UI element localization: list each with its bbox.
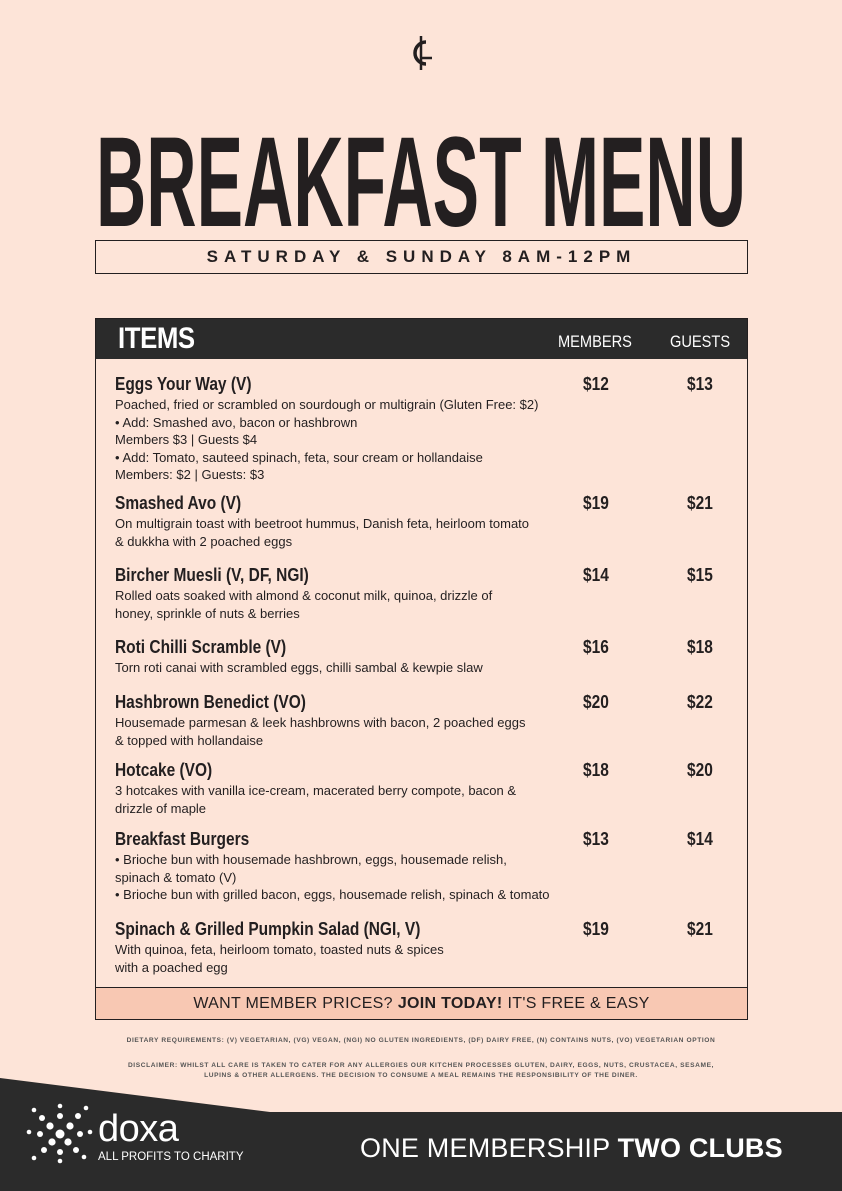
- opening-hours-box: [95, 240, 748, 274]
- dietary-requirements: DIETARY REQUIREMENTS: (V) VEGETARIAN, (VG) VEGAN, (NGI) NO GLUTEN INGREDIENTS, (DF) DAIRY FREE, (N) CONTAINS NUTS, (VO) VEGETARIAN OPTION: [126, 1037, 716, 1044]
- members-price: $14: [583, 565, 609, 585]
- join-banner-suffix: IT'S FREE & EASY: [507, 994, 650, 1012]
- item-description-line: Housemade parmesan & leek hashbrowns with bacon, 2 poached eggs: [115, 715, 526, 730]
- item-description: [115, 659, 735, 677]
- item-description-line: • Add: Smashed avo, bacon or hashbrown: [115, 414, 358, 430]
- items-heading: ITEMS: [118, 322, 195, 355]
- join-banner[interactable]: [96, 987, 747, 1019]
- menu-item-breakfast-burgers: [115, 828, 735, 904]
- item-name: Hashbrown Benedict (VO): [115, 692, 306, 712]
- item-description-line: Poached, fried or scrambled on sourdough or multigrain (Gluten Free: $2): [115, 397, 539, 412]
- members-price: $18: [583, 760, 609, 780]
- item-description-line: Torn roti canai with scrambled eggs, chilli sambal & kewpie slaw: [115, 660, 483, 675]
- item-name: Spinach & Grilled Pumpkin Salad (NGI, V): [115, 919, 421, 939]
- item-description-line: honey, sprinkle of nuts & berries: [115, 605, 300, 621]
- doxa-brand: doxa: [98, 1108, 179, 1150]
- item-description-line: Rolled oats soaked with almond & coconut milk, quinoa, drizzle of: [115, 588, 493, 603]
- allergy-disclaimer: DISCLAIMER: WHILST ALL CARE IS TAKEN TO CATER FOR ANY ALLERGIES OUR KITCHEN PROCESSES GLUTEN, DAIRY, EGGS, NUTS, CRUSTACEA, SESAME, LUPINS & OTHER ALLERGENS. THE DECISION TO CONSUME A MEAL REMAINS THE RESPONSIBILITY OF THE DINER.: [127, 1062, 715, 1079]
- item-name: Smashed Avo (V): [115, 493, 242, 513]
- item-name: Roti Chilli Scramble (V): [115, 637, 287, 657]
- item-description-line: & dukkha with 2 poached eggs: [115, 533, 293, 549]
- members-price: $19: [583, 919, 609, 939]
- item-description: [115, 714, 735, 749]
- item-description-line: 3 hotcakes with vanilla ice-cream, macerated berry compote, bacon &: [115, 783, 517, 798]
- club-logo-icon: [404, 34, 438, 72]
- guests-price: $13: [687, 374, 713, 394]
- item-description-line: spinach & tomato (V): [115, 869, 237, 885]
- menu-card: [95, 318, 748, 1020]
- guests-price: $18: [687, 637, 713, 657]
- item-name: Breakfast Burgers: [115, 829, 250, 849]
- item-description: [115, 782, 735, 817]
- item-name: Eggs Your Way (V): [115, 374, 252, 394]
- guests-price: $15: [687, 565, 713, 585]
- menu-item-bircher-muesli: [115, 564, 735, 622]
- members-price: $12: [583, 374, 609, 394]
- menu-item-hashbrown-benedict: [115, 691, 735, 749]
- members-price: $16: [583, 637, 609, 657]
- footer-slogan-strong: TWO CLUBS: [617, 1133, 783, 1163]
- guests-column-header: GUESTS: [670, 332, 731, 351]
- item-description: [115, 851, 735, 904]
- item-description-line: • Brioche bun with housemade hashbrown, eggs, housemade relish,: [115, 852, 507, 867]
- doxa-logo-icon: [24, 1102, 104, 1164]
- item-description: [115, 396, 735, 484]
- item-description-line: With quinoa, feta, heirloom tomato, toasted nuts & spices: [115, 942, 444, 957]
- menu-item-smashed-avo: [115, 492, 735, 550]
- members-price: $19: [583, 493, 609, 513]
- item-description: [115, 587, 735, 622]
- item-description-line: On multigrain toast with beetroot hummus, Danish feta, heirloom tomato: [115, 516, 530, 531]
- menu-item-eggs-your-way: [115, 373, 735, 484]
- item-description-line: with a poached egg: [115, 959, 228, 975]
- menu-item-pumpkin-salad: [115, 918, 735, 976]
- members-price: $13: [583, 829, 609, 849]
- doxa-tagline: ALL PROFITS TO CHARITY: [98, 1151, 244, 1163]
- guests-price: $14: [687, 829, 713, 849]
- join-today-link[interactable]: JOIN TODAY!: [397, 994, 503, 1012]
- item-name: Bircher Muesli (V, DF, NGI): [115, 565, 309, 585]
- item-description: [115, 515, 735, 550]
- menu-item-roti-chilli-scramble: [115, 636, 735, 677]
- item-description-line: Members $3 | Guests $4: [115, 432, 258, 447]
- guests-price: $22: [687, 692, 713, 712]
- menu-header: [96, 319, 747, 359]
- menu-title-text: BREAKFAST MENU: [96, 111, 746, 238]
- opening-hours: SATURDAY & SUNDAY 8AM-12PM: [206, 247, 637, 266]
- item-name: Hotcake (VO): [115, 760, 213, 780]
- guests-price: $20: [687, 760, 713, 780]
- item-description-line: & topped with hollandaise: [115, 732, 264, 748]
- guests-price: $21: [687, 493, 713, 513]
- menu-title: [0, 108, 842, 238]
- item-description-line: drizzle of maple: [115, 800, 207, 816]
- footer-slogan: [360, 1133, 783, 1164]
- footer-slogan-light: ONE MEMBERSHIP: [360, 1133, 610, 1163]
- guests-price: $21: [687, 919, 713, 939]
- item-description-line: • Add: Tomato, sauteed spinach, feta, sour cream or hollandaise: [115, 449, 483, 465]
- members-column-header: MEMBERS: [558, 332, 632, 351]
- item-description: [115, 941, 735, 976]
- item-description-line: Members: $2 | Guests: $3: [115, 467, 265, 482]
- members-price: $20: [583, 692, 609, 712]
- item-description-line: • Brioche bun with grilled bacon, eggs, housemade relish, spinach & tomato: [115, 887, 550, 902]
- menu-item-hotcake: [115, 759, 735, 817]
- join-banner-prefix: WANT MEMBER PRICES?: [193, 994, 393, 1012]
